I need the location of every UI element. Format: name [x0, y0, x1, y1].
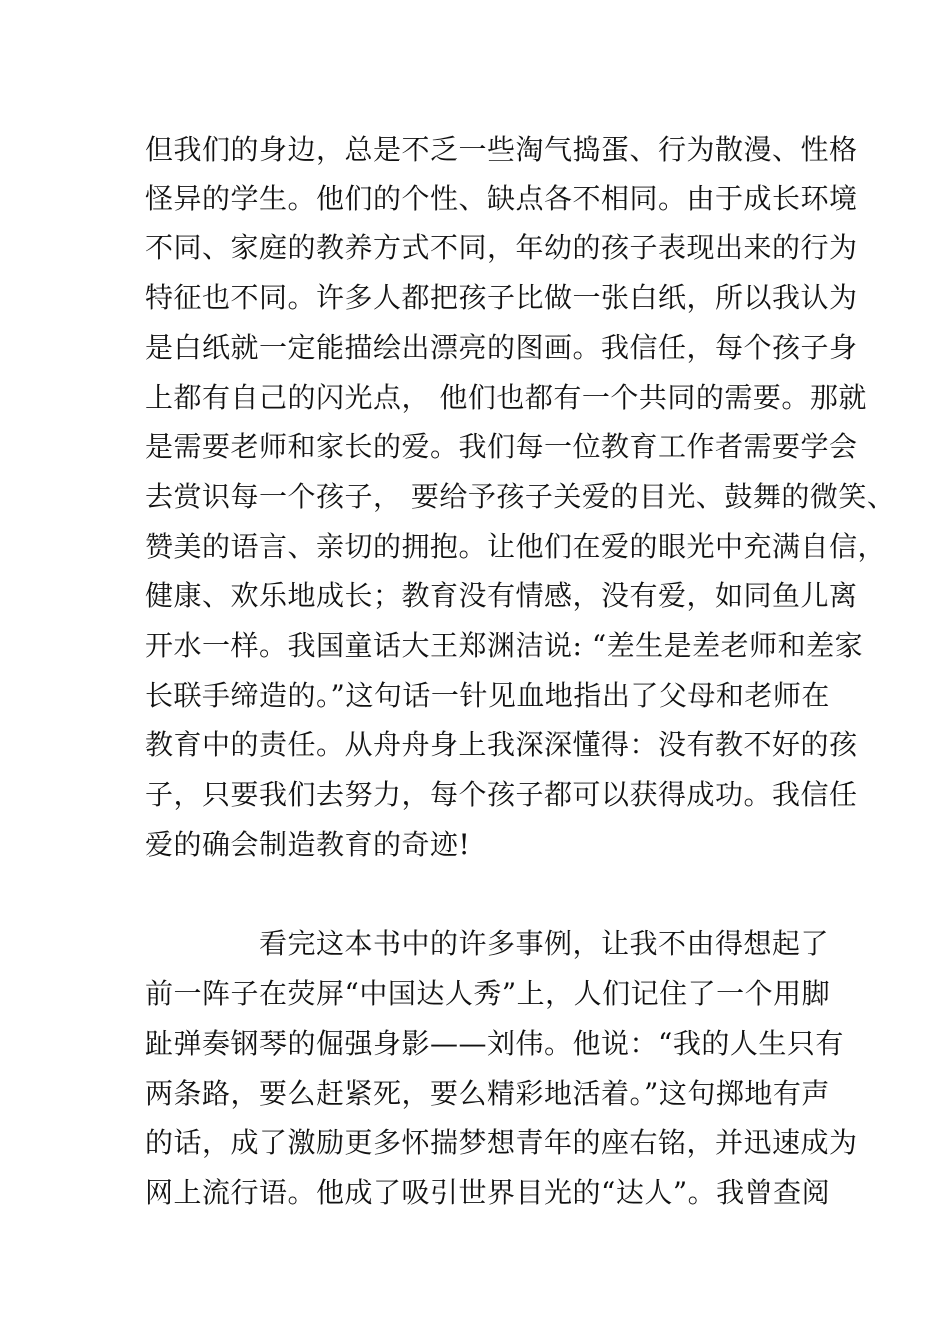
text-line: 两条路，要么赶紧死，要么精彩地活着。”这句掷地有声 — [145, 1077, 830, 1110]
text-line: 开水一样。我国童话大王郑渊洁说: “差生是差老师和差家 — [145, 629, 864, 662]
text-line: 是白纸就一定能描绘出漂亮的图画。我信任，每个孩子身 — [145, 331, 858, 364]
text-line: 的话，成了激励更多怀揣梦想青年的座右铭，并迅速成为 — [145, 1126, 858, 1159]
text-line: 特征也不同。许多人都把孩子比做一张白纸，所以我认为 — [145, 281, 858, 314]
text-line: 看完这本书中的许多事例，让我不由得想起了 — [259, 927, 830, 960]
text-line: 前一阵子在荧屏“中国达人秀”上，人们记住了一个用脚 — [145, 977, 831, 1010]
text-line: 是需要老师和家长的爱。我们每一位教育工作者需要学会 — [145, 430, 858, 463]
text-line: 教育中的责任。从舟舟身上我深深懂得：没有教不好的孩 — [145, 728, 858, 761]
text-line: 不同、家庭的教养方式不同，年幼的孩子表现出来的行为 — [145, 231, 858, 264]
text-line: 长联手缔造的。”这句话一针见血地指出了父母和老师在 — [145, 679, 830, 712]
text-line: 但我们的身边，总是不乏一些淘气捣蛋、行为散漫、性格 — [145, 133, 858, 166]
text-line: 爱的确会制造教育的奇迹! — [145, 828, 471, 861]
text-line: 去赏识每一个孩子， 要给予孩子关爱的目光、鼓舞的微笑、 — [145, 480, 896, 513]
text-line: 怪异的学生。他们的个性、缺点各不相同。由于成长环境 — [145, 182, 858, 215]
text-line: 赞美的语言、亲切的拥抱。让他们在爱的眼光中充满自信， — [145, 530, 887, 563]
text-line: 趾弹奏钢琴的倔强身影——刘伟。他说：“我的人生只有 — [145, 1027, 844, 1060]
text-line: 健康、欢乐地成长；教育没有情感，没有爱，如同鱼儿离 — [145, 579, 858, 612]
text-line: 子，只要我们去努力，每个孩子都可以获得成功。我信任 — [145, 778, 858, 811]
text-line: 上都有自己的闪光点， 他们也都有一个共同的需要。那就 — [145, 381, 867, 414]
text-line: 网上流行语。他成了吸引世界目光的“达人”。我曾查阅 — [145, 1176, 831, 1209]
